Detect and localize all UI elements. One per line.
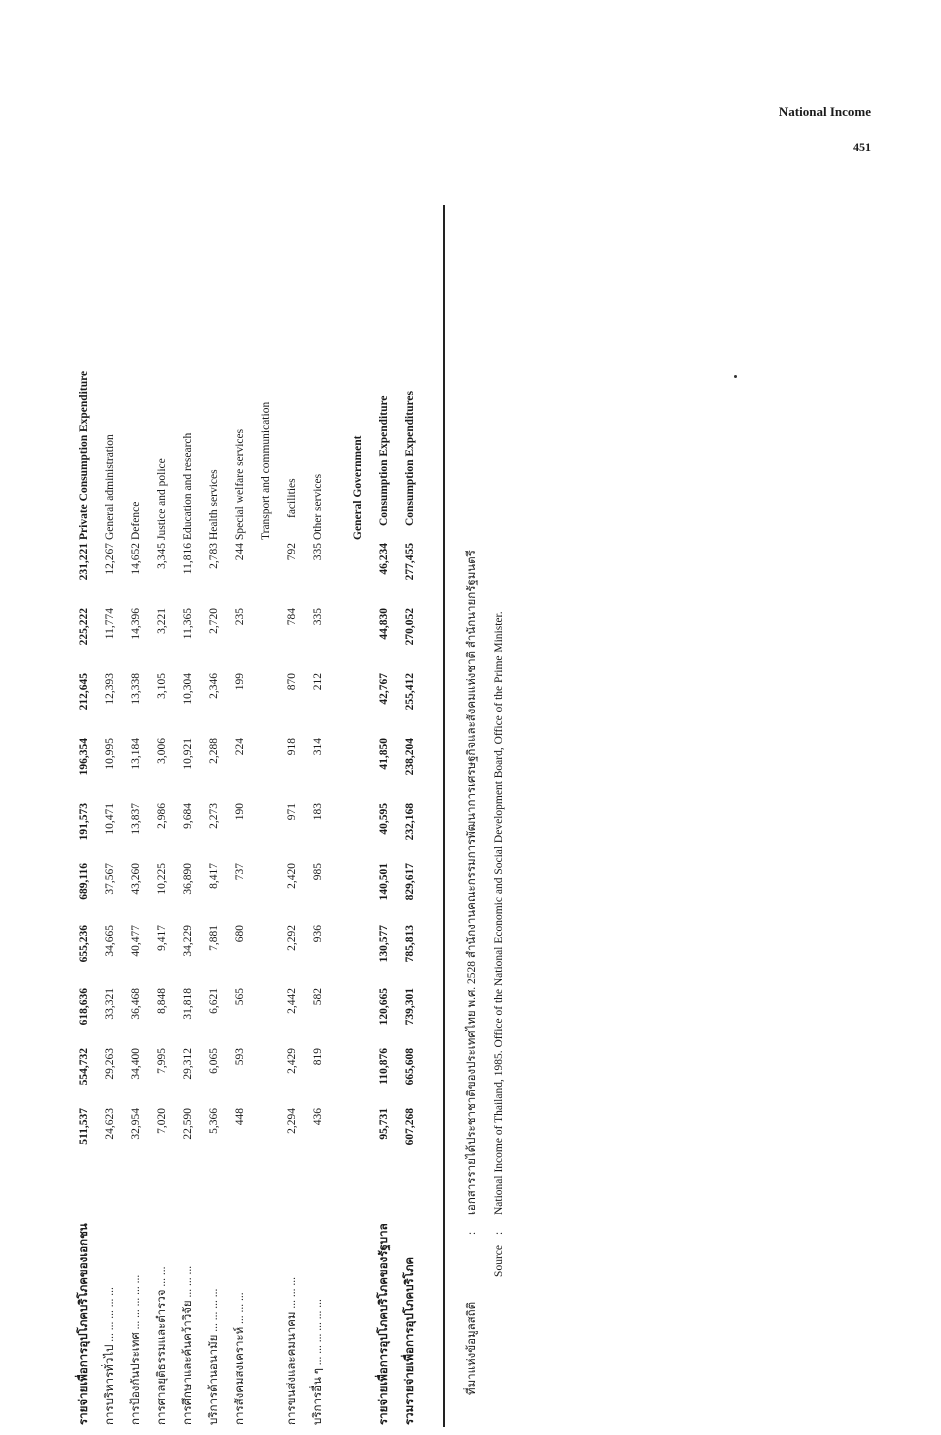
table-cell: 12,267 [104,543,116,575]
table-cell: 511,537 [78,1108,90,1145]
table-cell: 43,260 [130,863,142,895]
table-cell: 819 [312,1048,324,1066]
table-cell: 2,442 [286,988,298,1014]
rotated-table-page [65,205,555,1435]
table-cell: 2,420 [286,863,298,889]
row-label-english: Health services [208,469,220,540]
table-cell: 2,986 [156,803,168,829]
table-cell: 6,621 [208,988,220,1014]
table-cell: 6,065 [208,1048,220,1074]
table-cell: 936 [312,925,324,943]
table-cell: 225,222 [78,608,90,646]
table-cell: 34,229 [182,925,194,957]
table-cell: 739,301 [404,988,416,1026]
row-label-thai: บริการด้านอนามัย ... ... ... ... [208,1288,220,1425]
table-cell: 607,268 [404,1108,416,1146]
row-label-english: Private Consumption Expenditure [78,370,90,540]
table-cell: 985 [312,863,324,881]
row-label-english: Defence [130,501,142,540]
table-cell: 212 [312,673,324,691]
row-label-thai: การป้องกันประเทศ ... ... ... ... ... [130,1274,142,1425]
table-cell: 2,429 [286,1048,298,1074]
table-cell: 196,354 [78,738,90,776]
row-label-english: General Government [352,435,364,540]
table-cell: 335 [312,608,324,626]
table-cell: 244 [234,543,246,561]
table-cell: 130,577 [378,925,390,963]
table-cell: 784 [286,608,298,626]
table-cell: 31,818 [182,988,194,1020]
table-cell: 13,184 [130,738,142,770]
table-cell: 10,995 [104,738,116,770]
table-row [201,205,227,1435]
table-cell: 40,595 [378,803,390,835]
speck-mark [734,375,737,378]
table-cell: 270,052 [404,608,416,646]
table-cell: 183 [312,803,324,821]
row-label-english: Special welfare services [234,428,246,540]
source-english-label: Source [493,1245,505,1277]
page-number: 451 [853,140,871,154]
table-cell: 3,221 [156,608,168,634]
table-cell: 41,850 [378,738,390,770]
table-cell: 232,168 [404,803,416,841]
table-cell: 593 [234,1048,246,1066]
table-cell: 314 [312,738,324,756]
table-row [123,205,149,1435]
table-cell: 235 [234,608,246,626]
row-label-english: Transport and communication [260,401,272,540]
table-cell: 120,665 [378,988,390,1026]
table-cell: 37,567 [104,863,116,895]
table-cell: 11,816 [182,543,194,575]
table-cell: 14,396 [130,608,142,640]
row-label-english: General administration [104,434,116,540]
table-cell: 565 [234,988,246,1006]
table-cell: 199 [234,673,246,691]
table-cell: 110,876 [378,1048,390,1085]
table-cell: 32,954 [130,1108,142,1140]
table-bottom-rule [443,205,445,1427]
table-cell: 7,995 [156,1048,168,1074]
table-cell: 212,645 [78,673,90,711]
table-cell: 2,783 [208,543,220,569]
table-cell: 737 [234,863,246,881]
table-cell: 13,338 [130,673,142,705]
table-cell: 335 [312,543,324,561]
table-cell: 918 [286,738,298,756]
row-label-thai: รวมรายจ่ายเพื่อการอุปโภคบริโภค [404,1256,416,1425]
table-cell: 582 [312,988,324,1006]
table-cell: 7,020 [156,1108,168,1134]
table-cell: 618,636 [78,988,90,1026]
table-cell: 34,400 [130,1048,142,1080]
table-cell: 40,477 [130,925,142,957]
table-cell: 42,767 [378,673,390,705]
table-cell: 191,573 [78,803,90,841]
table-cell: 3,105 [156,673,168,699]
source-thai-text: เอกสารรายได้ประชาชาติของประเทศไทย พ.ศ. 2528 สำนักงานคณะกรรมการพัฒนาการเศรษฐกิจและสังคมแห่งชาติ สำนักนายกรัฐมนตรี [466,550,478,1215]
source-english-text: National Income of Thailand, 1985. Office of the National Economic and Social Development Board, Office of the Prime Minister. [493,611,505,1215]
row-label-thai: การศึกษาและค้นคว้าวิจัย ... ... ... [182,1265,194,1425]
row-label-english: Consumption Expenditures [404,391,416,526]
table-cell: 2,720 [208,608,220,634]
table-cell: 554,732 [78,1048,90,1086]
table-cell: 12,393 [104,673,116,705]
table-cell: 13,837 [130,803,142,835]
table-cell: 792 [286,543,298,561]
table-cell: 2,346 [208,673,220,699]
table-row [71,205,97,1435]
table-row [371,205,397,1435]
table-cell: 14,652 [130,543,142,575]
table-cell: 3,345 [156,543,168,569]
row-label-thai: รายจ่ายเพื่อการอุปโภคบริโภคของรัฐบาล [378,1223,390,1425]
table-row [175,205,201,1435]
table-cell: 11,365 [182,608,194,640]
table-cell: 36,890 [182,863,194,895]
table-cell: 9,417 [156,925,168,951]
table-cell: 3,006 [156,738,168,764]
table-cell: 277,455 [404,543,416,581]
row-label-thai: การขนส่งและคมนาคม ... ... ... [286,1277,298,1425]
table-cell: 655,236 [78,925,90,963]
table-row [397,205,423,1435]
consumption-expenditure-table: ที่มาแห่งข้อมูลสถิติ : เอกสารรายได้ประชาชาติของประเทศไทย พ.ศ. 2528 สำนักงานคณะกรรมการพัฒนาการเศรษฐกิจและสังคมแห่งชาติ สำนักนายกรัฐมนตรี Source : National Income of Thailand, 1985. Office of the National Economic and Social Development Board, Office of the Prime Minister. รายจ่ายเพื่อการอุปโภคบริโภคของเอกชน 511,537 554,732 618,636 655,236 689,116 191,573 196,354 212,645 225,222 231,221 Private Consumption Expenditure การบริหารทั่วไป ... ... ... ... ... 24,623 29,263 33,321 34,665 37,567 10,471 10,995 12,393 11,774 12,267 General administration การป้องกันประเทศ ... ... ... ... ... 32,954 34,400 36,468 40,477 43,260 13,837 13,184 13,338 14,396 14,652 Defence การศาลยุติธรรมและตำรวจ ... ... 7,020 7,995 8,848 9,417 10,225 2,986 3,006 3,105 3,221 3,345 Justice and police การศึกษาและค้นคว้าวิจัย ... ... ... 22,590 29,312 31,818 34,229 36,890 9,684 10,921 10,304 11,365 11,816 Education and research บริการด้านอนามัย ... ... ... ... 5,366 6,065 6,621 7,881 8,417 2,273 2,288 2,346 2,720 2,783 Health services การสังคมสงเคราะห์ ... ... ... 448 593 565 680 737 190 224 199 235 244 Special welfare services Transport and communication การขนส่งและคมนาคม ... ... ... 2,294 2,429 2,442 2,292 2,420 971 918 870 784 792 facilities บริการอื่น ๆ ... ... ... ... ... ... 436 819 582 936 985 183 314 212 335 335 Other services General Government รายจ่ายเพื่อการอุปโภคบริโภคของรัฐบาล 95,731 110,876 120,665 130,577 140,501 40,595 41,850 42,767 44,830 46,234 Consumption Expenditure รวมรายจ่ายเพื่อการอุปโภคบริโภค 607,268 665,608 739,301 785,813 829,617 232,168 238,204 255,412 270,052 277,455 Consumption Expenditures [65,205,555,1435]
table-cell: 10,225 [156,863,168,895]
table-cell: 9,684 [182,803,194,829]
table-row [279,205,305,1435]
table-cell: 29,312 [182,1048,194,1080]
table-cell: 2,288 [208,738,220,764]
table-cell: 2,292 [286,925,298,951]
table-cell: 10,471 [104,803,116,835]
table-row [149,205,175,1435]
table-cell: 34,665 [104,925,116,957]
table-cell: 224 [234,738,246,756]
table-cell: 231,221 [78,543,90,581]
table-cell: 5,366 [208,1108,220,1134]
table-cell: 665,608 [404,1048,416,1086]
table-cell: 689,116 [78,863,90,900]
row-label-thai: การสังคมสงเคราะห์ ... ... ... [234,1292,246,1425]
running-head: National Income [778,104,871,119]
row-label-english: Other services [312,473,324,540]
table-cell: 971 [286,803,298,821]
table-row [345,205,371,1435]
table-cell: 36,468 [130,988,142,1020]
row-label-english: facilities [286,478,298,518]
table-cell: 11,774 [104,608,116,640]
table-cell: 870 [286,673,298,691]
table-cell: 46,234 [378,543,390,575]
table-row [305,205,331,1435]
table-cell: 8,848 [156,988,168,1014]
table-cell: 7,881 [208,925,220,951]
table-cell: 829,617 [404,863,416,901]
source-thai-label: ที่มาแห่งข้อมูลสถิติ [466,1301,478,1395]
table-row [97,205,123,1435]
table-cell: 8,417 [208,863,220,889]
table-cell: 785,813 [404,925,416,963]
table-cell: 436 [312,1108,324,1126]
table-cell: 255,412 [404,673,416,711]
row-label-thai: การบริหารทั่วไป ... ... ... ... ... [104,1287,116,1425]
table-row [253,205,279,1435]
table-cell: 2,294 [286,1108,298,1134]
row-label-english: Consumption Expenditure [378,395,390,526]
table-cell: 680 [234,925,246,943]
table-cell: 2,273 [208,803,220,829]
table-cell: 22,590 [182,1108,194,1140]
table-cell: 238,204 [404,738,416,776]
row-label-thai: การศาลยุติธรรมและตำรวจ ... ... [156,1266,168,1425]
table-cell: 29,263 [104,1048,116,1080]
table-cell: 33,321 [104,988,116,1020]
table-cell: 448 [234,1108,246,1126]
row-label-thai: รายจ่ายเพื่อการอุปโภคบริโภคของเอกชน [78,1223,90,1425]
table-cell: 44,830 [378,608,390,640]
table-cell: 10,921 [182,738,194,770]
row-label-english: Justice and police [156,458,168,540]
row-label-english: Education and research [182,432,194,540]
table-cell: 10,304 [182,673,194,705]
row-label-thai: บริการอื่น ๆ ... ... ... ... ... ... [312,1299,324,1425]
table-row [227,205,253,1435]
table-cell: 24,623 [104,1108,116,1140]
table-cell: 95,731 [378,1108,390,1140]
table-cell: 190 [234,803,246,821]
table-cell: 140,501 [378,863,390,901]
